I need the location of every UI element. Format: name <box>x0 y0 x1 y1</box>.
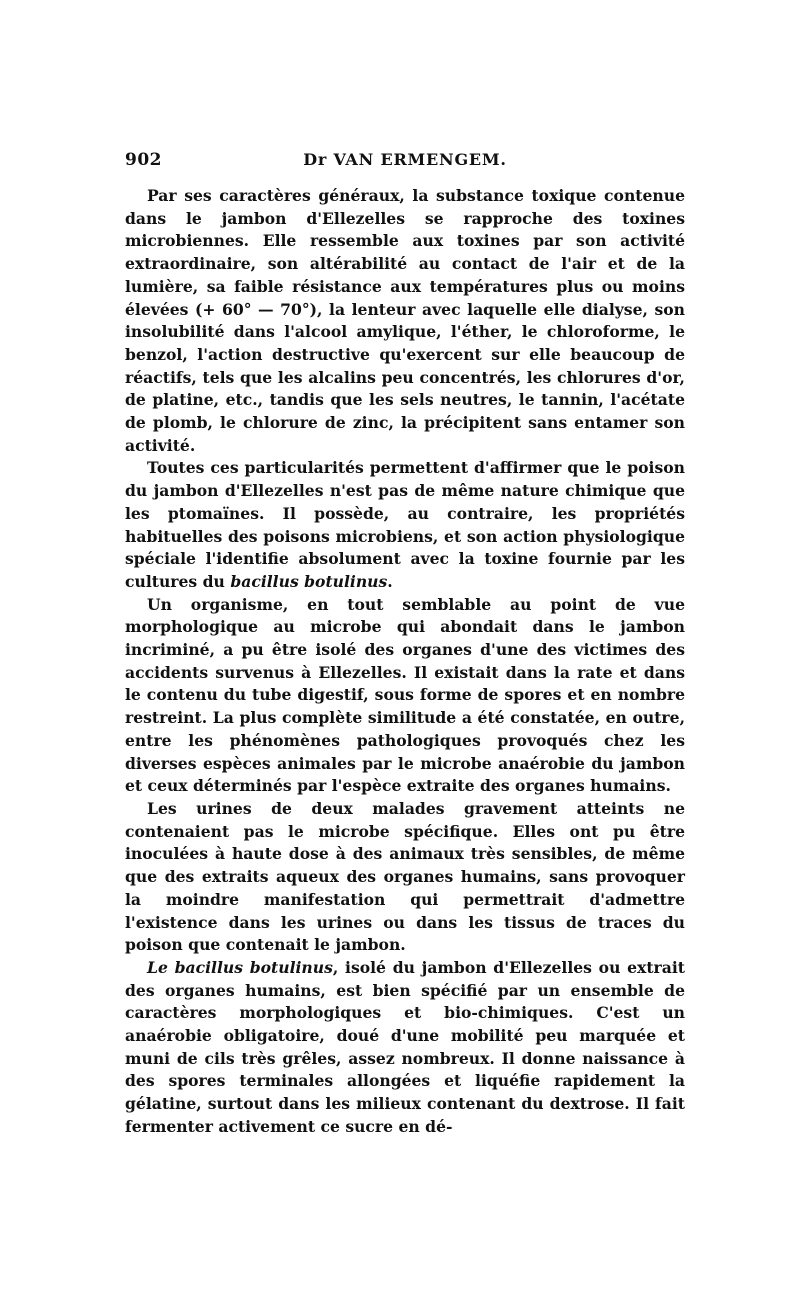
page-number: 902 <box>125 150 162 170</box>
paragraph-5 <box>125 957 685 1139</box>
paragraph-text: , isolé du jambon d'Ellezelles ou extrait des organes humains, est bien spécifié par un ensemble de caractères morphologiques et bio-chimiques. C'est un anaérobie obligatoire, doué d'une mobilité peu marquée et muni de cils très grêles, assez nombreux. Il donne naissance à des spores terminales allongées et liquéfie rapidement la gélatine, surtout dans les milieux contenant du dextrose. Il fait fermenter activement ce sucre en dé- <box>125 957 685 1136</box>
paragraph-4 <box>125 798 685 957</box>
paragraph-end: . <box>387 571 393 591</box>
species-name-italic: bacillus botulinus <box>230 571 388 591</box>
paragraph-2 <box>125 457 685 593</box>
page-header <box>125 150 685 174</box>
running-head: Dr VAN ERMENGEM. <box>303 150 507 169</box>
paragraph-text: Toutes ces particularités permettent d'affirmer que le poison du jambon d'Ellezelles n'est pas de même nature chimique que les ptomaïnes. Il possède, au contraire, les propriétés habituelles des poisons microbiens, et son action physiologique spéciale l'identifie absolument avec la toxine fournie par les cultures du <box>125 458 685 591</box>
species-name-italic: Le bacillus botulinus <box>147 957 333 977</box>
paragraph-text: Un organisme, en tout semblable au point de vue morphologique au microbe qui abondait dans le jambon incriminé, a pu être isolé des organes d'une des victimes des accidents survenus à Ellezelles. Il existait dans la rate et dans le contenu du tube digestif, sous forme de spores et en nombre restreint. La plus complète similitude a été constatée, en outre, entre les phénomènes pathologiques provoqués chez les diverses espèces animales par le microbe anaérobie du jambon et ceux déterminés par l'espèce extraite des organes humains. <box>125 594 685 796</box>
paragraph-3 <box>125 594 685 798</box>
paragraph-text: Les urines de deux malades gravement atteints ne contenaient pas le microbe spécifique. Elles ont pu être inoculées à haute dose à des animaux très sensibles, de même que des extraits aqueux des organes humains, sans provoquer la moindre manifestation qui permettrait d'admettre l'existence dans les urines ou dans les tissus de traces du poison que contenait le jambon. <box>125 798 685 955</box>
body-text <box>125 185 685 1139</box>
paragraph-1 <box>125 185 685 457</box>
paragraph-text: Par ses caractères généraux, la substance toxique contenue dans le jambon d'Ellezelles se rapproche des toxines microbiennes. Elle ressemble aux toxines par son activité extraordinaire, son altérabilité au contact de l'air et de la lumière, sa faible résistance aux températures plus ou moins élevées (+ 60° — 70°), la lenteur avec laquelle elle dialyse, son insolubilité dans l'alcool amylique, l'éther, le chloroforme, le benzol, l'action destructive qu'exercent sur elle beaucoup de réactifs, tels que les alcalins peu concentrés, les chlorures d'or, de platine, etc., tandis que les sels neutres, le tannin, l'acétate de plomb, le chlorure de zinc, la précipitent sans entamer son activité. <box>125 186 685 455</box>
